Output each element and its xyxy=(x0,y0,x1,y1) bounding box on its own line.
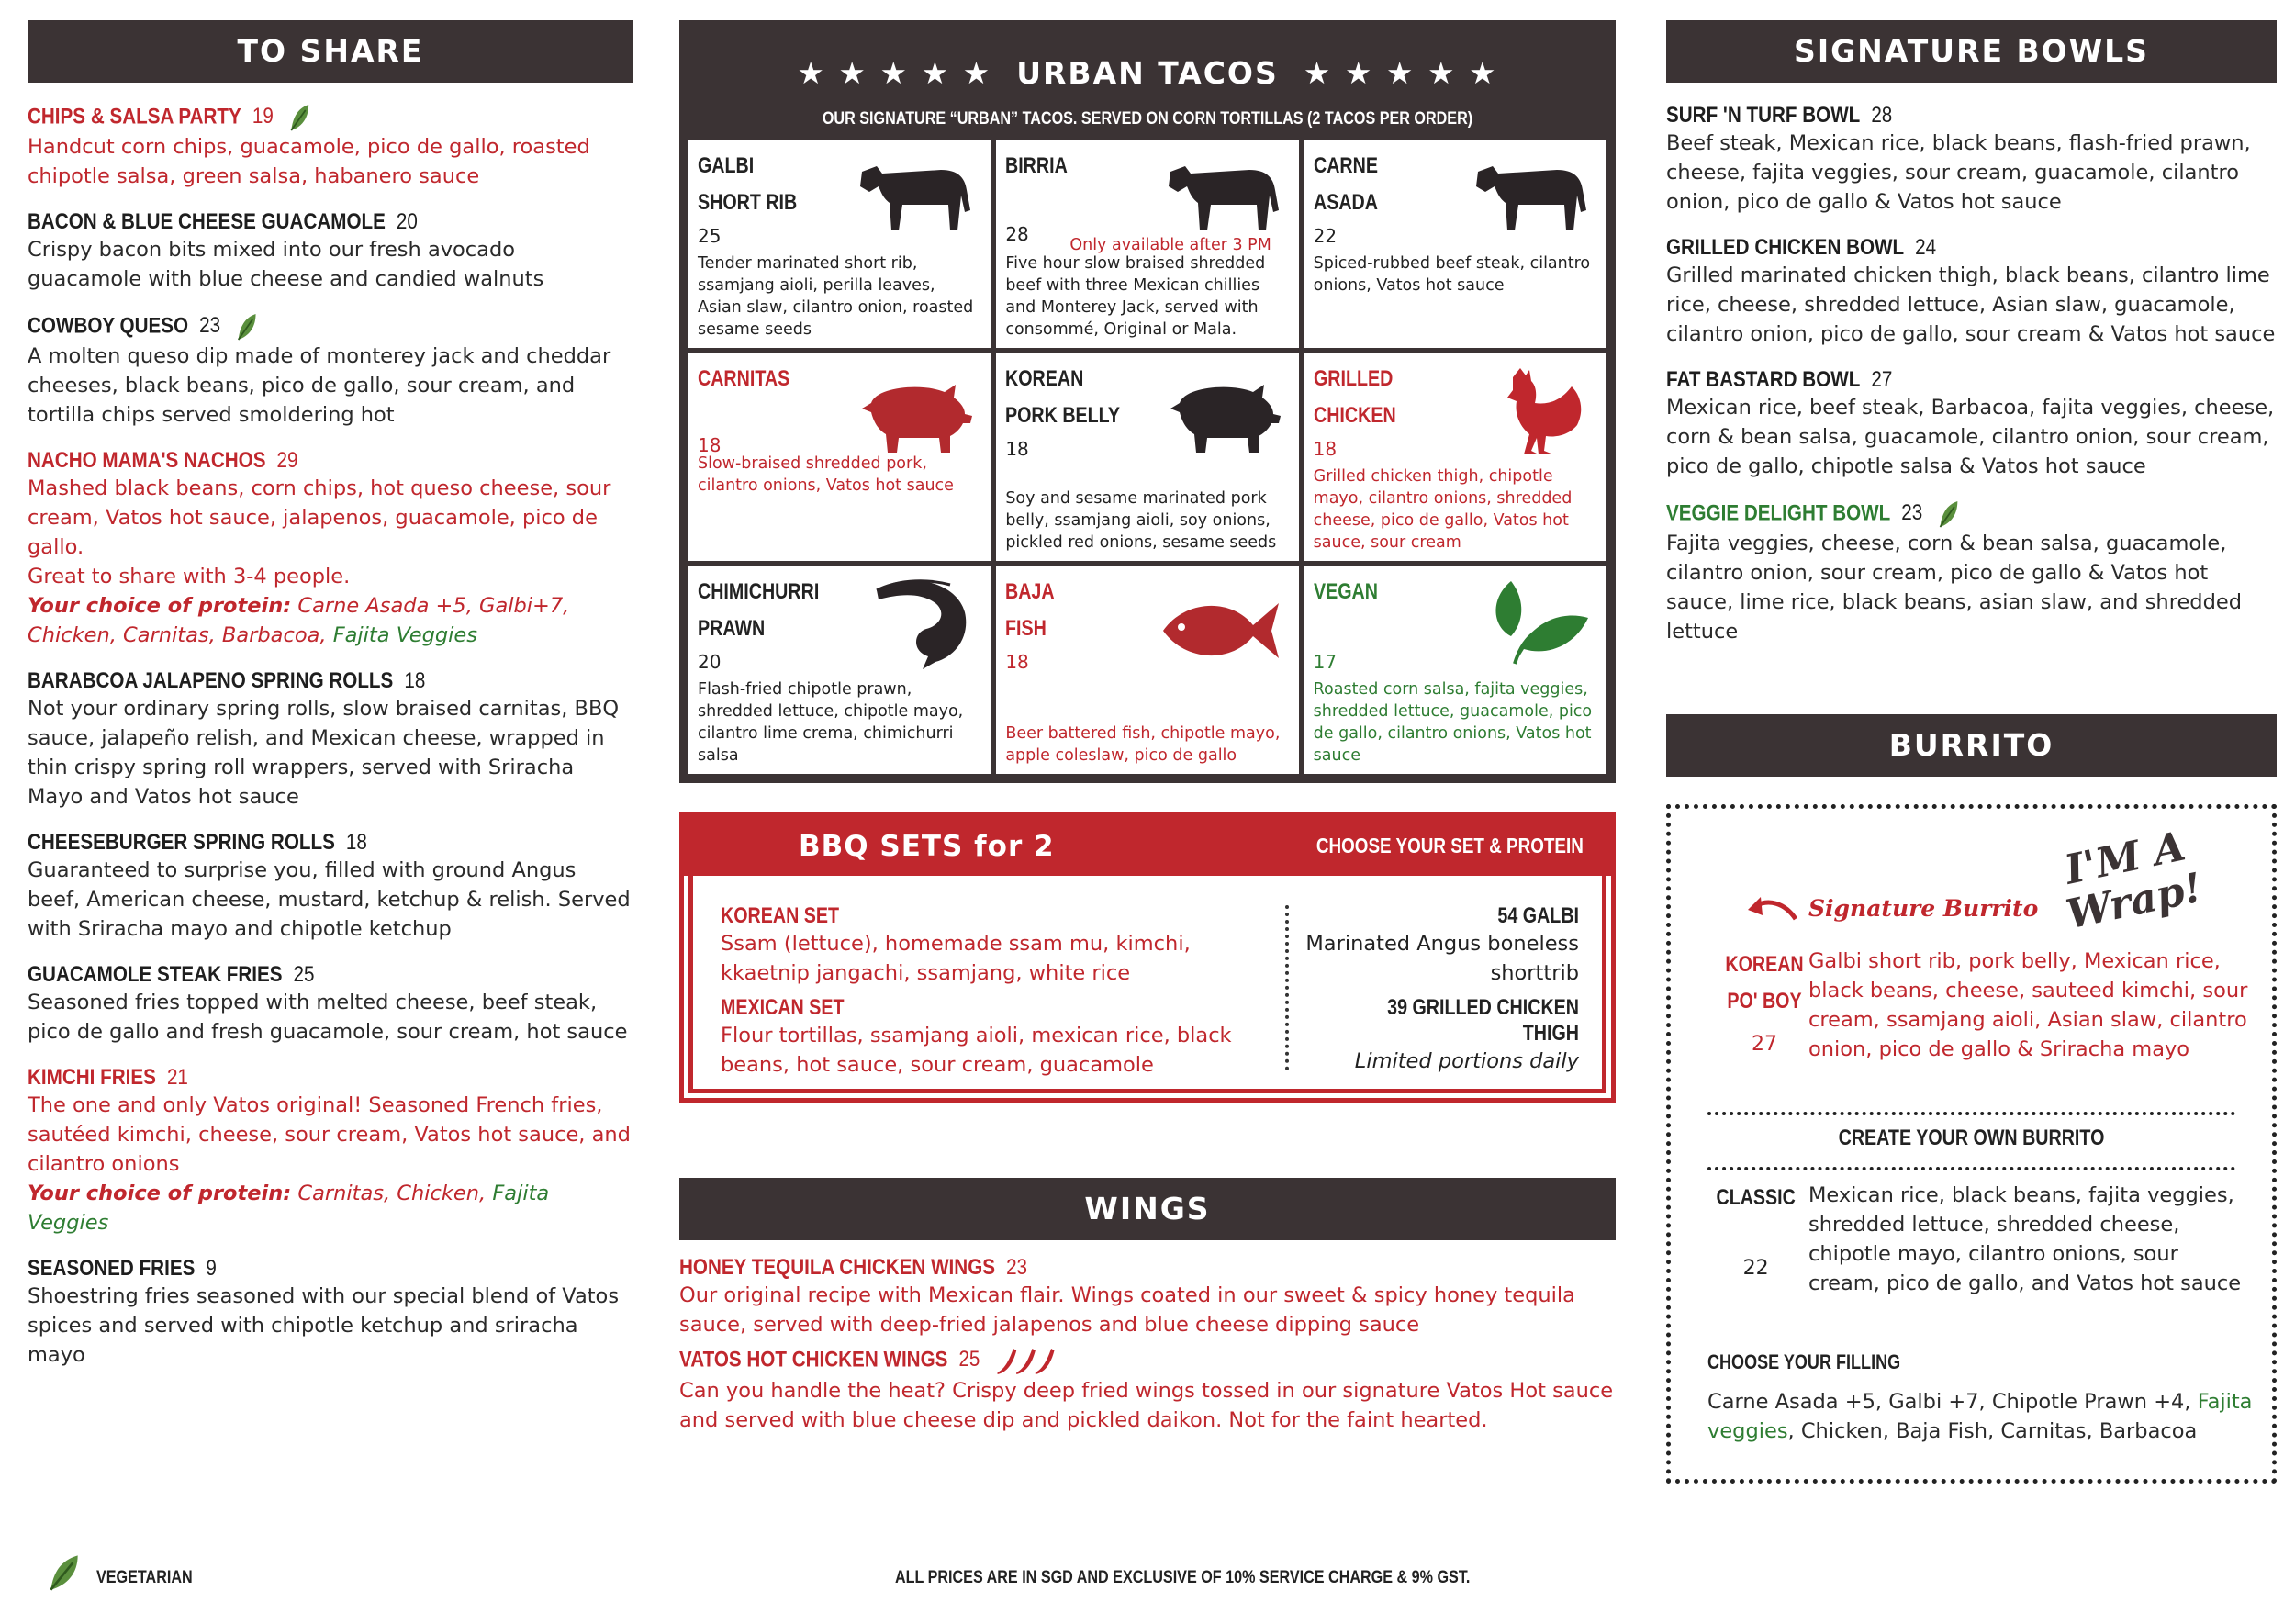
item-price: 18 xyxy=(404,668,426,693)
menu-item-chips-salsa xyxy=(28,103,633,191)
taco-desc: Soy and sesame marinated pork belly, ssamjang aioli, soy onions, pickled red onions, sesame seeds xyxy=(1005,489,1277,552)
arrow-icon xyxy=(1744,891,1799,928)
item-name: HONEY TEQUILA CHICKEN WINGS xyxy=(679,1255,996,1280)
bbq-title: BBQ SETS for 2 xyxy=(799,830,1055,863)
taco-desc: Five hour slow braised shredded beef with three Mexican chillies and Monterey Jack, served with consommé, Original or Mala. xyxy=(1005,254,1266,339)
vegetarian-leaf-icon xyxy=(1937,499,1961,529)
item-desc: Shoestring fries seasoned with our special blend of Vatos spices and served with chipotle ketchup and sriracha mayo xyxy=(28,1284,620,1367)
menu-item-kimchi-fries xyxy=(28,1065,633,1238)
item-price: 25 xyxy=(293,962,315,987)
menu-item-nachos xyxy=(28,448,633,650)
item-desc: Crispy bacon bits mixed into our fresh avocado guacamole with blue cheese and candied walnuts xyxy=(28,238,544,291)
signature-burrito-label: Signature Burrito xyxy=(1808,895,2039,922)
taco-price: 20 xyxy=(698,651,722,673)
item-desc: Not your ordinary spring rolls, slow braised carnitas, BBQ sauce, jalapeño relish, and Mexican cheese, wrapped in thin crispy spring roll wrappers, served with Sriracha Mayo and Vatos hot sauce xyxy=(28,697,620,809)
taco-price: 28 xyxy=(1005,223,1029,245)
protein-choice: Your choice of protein: Carne Asada +5, Galbi+7, Chicken, Carnitas, Barbacoa, Fajita Veggies xyxy=(28,594,570,647)
menu-item-honey-tequila-wings xyxy=(679,1255,1616,1339)
item-price: 27 xyxy=(1871,367,1893,392)
signature-bowls-header: SIGNATURE BOWLS xyxy=(1666,20,2277,83)
im-a-wrap-logo: I'M A Wrap! xyxy=(2060,823,2207,939)
item-extra: Great to share with 3-4 people. xyxy=(28,565,351,588)
item-price: 29 xyxy=(276,448,298,473)
burrito-box xyxy=(1666,804,2277,1484)
item-name: BARABCOA JALAPENO SPRING ROLLS xyxy=(28,668,394,693)
menu-item-barbacoa-spring-rolls xyxy=(28,668,633,812)
item-desc: Our original recipe with Mexican flair. Wings coated in our sweet & spicy honey tequila sauce, served with deep-fried jalapenos and blue cheese dipping sauce xyxy=(679,1283,1575,1337)
item-price: 22 xyxy=(1742,1257,1769,1280)
item-name: KIMCHI FRIES xyxy=(28,1065,156,1090)
taco-baja-fish: BAJA FISH 18 Beer battered fish, chipotle mayo, apple coleslaw, pico de gallo xyxy=(996,566,1298,774)
item-desc: Beef steak, Mexican rice, black beans, flash-fried prawn, cheese, fajita veggies, sour cream, guacamole, cilantro onion, pico de gallo & Vatos hot sauce xyxy=(1666,131,2251,214)
middle-section xyxy=(679,20,1616,1435)
taco-galbi-short-rib: GALBI SHORT RIB 25 Tender marinated short rib, ssamjang aioli, perilla leaves, Asian slaw, cilantro onion, roasted sesame seeds xyxy=(688,140,991,348)
item-desc: Fajita veggies, cheese, corn & bean salsa, guacamole, cilantro onion, sour cream, pico de gallo & Vatos hot sauce, lime rice, black beans, asian slaw, and shredded lettuce xyxy=(1666,532,2242,644)
chicken-icon xyxy=(1493,359,1594,460)
taco-desc: Roasted corn salsa, fajita veggies, shredded lettuce, guacamole, pico de gallo, cilantro onions, Vatos hot sauce xyxy=(1313,680,1593,765)
item-price: 18 xyxy=(345,830,367,855)
menu-item-veggie-delight-bowl xyxy=(1666,499,2277,646)
menu-item-fat-bastard-bowl xyxy=(1666,367,2277,481)
vegetarian-legend: VEGETARIAN xyxy=(96,1568,193,1587)
menu-item-cowboy-queso xyxy=(28,312,633,430)
availability-note: Only available after 3 PM xyxy=(1069,236,1271,254)
taco-price: 17 xyxy=(1313,651,1338,673)
taco-desc: Slow-braised shredded pork, cilantro onions, Vatos hot sauce xyxy=(698,454,954,495)
item-price: 21 xyxy=(166,1065,188,1090)
taco-price: 25 xyxy=(698,225,722,247)
item-name: NACHO MAMA'S NACHOS xyxy=(28,448,266,473)
taco-price: 18 xyxy=(1313,438,1338,460)
divider xyxy=(1707,1112,2235,1115)
urban-tacos-section xyxy=(679,20,1616,783)
taco-desc: Spiced-rubbed beef steak, cilantro onions, Vatos hot sauce xyxy=(1313,254,1591,295)
pig-icon xyxy=(1158,366,1286,458)
protein-choice: Your choice of protein: Carnitas, Chicken, Fajita Veggies xyxy=(28,1182,550,1235)
item-price: 20 xyxy=(396,209,418,234)
item-name: SURF 'N TURF BOWL xyxy=(1666,103,1861,128)
mexican-set: MEXICAN SET Flour tortillas, ssamjang aioli, mexican rice, black beans, hot sauce, sour cream, guacamole xyxy=(721,995,1232,1077)
to-share-section xyxy=(28,20,633,1370)
vegetarian-leaf-icon xyxy=(235,312,259,342)
item-name: FAT BASTARD BOWL xyxy=(1666,367,1861,392)
item-name: COWBOY QUESO xyxy=(28,313,189,339)
choose-filling-title: CHOOSE YOUR FILLING xyxy=(1707,1350,1901,1373)
item-name: VEGGIE DELIGHT BOWL xyxy=(1666,500,1891,526)
item-price: 19 xyxy=(252,104,274,129)
menu-item-guacamole-steak-fries xyxy=(28,962,633,1047)
item-name: GUACAMOLE STEAK FRIES xyxy=(28,962,283,987)
taco-price: 18 xyxy=(1005,438,1029,460)
taco-price: 22 xyxy=(1313,225,1338,247)
bbq-subtitle: CHOOSE YOUR SET & PROTEIN xyxy=(1316,834,1584,857)
price-note: ALL PRICES ARE IN SGD AND EXCLUSIVE OF 10% SERVICE CHARGE & 9% GST. xyxy=(895,1568,1471,1587)
item-desc: The one and only Vatos original! Seasoned French fries, sautéed kimchi, cheese, sour cream, Vatos hot sauce, and cilantro onions xyxy=(28,1093,631,1176)
tacos-grid xyxy=(688,140,1606,774)
korean-po-boy: KOREAN PO' BOY 27 xyxy=(1717,946,1812,1056)
bbq-sets-section xyxy=(679,812,1616,1103)
menu-item-vatos-hot-wings xyxy=(679,1345,1616,1435)
wings-header: WINGS xyxy=(679,1178,1616,1240)
item-price: 27 xyxy=(1752,1033,1777,1056)
menu-item-cheeseburger-spring-rolls xyxy=(28,830,633,944)
menu-item-grilled-chicken-bowl xyxy=(1666,235,2277,349)
divider xyxy=(1285,905,1289,1070)
item-desc: Grilled marinated chicken thigh, black beans, cilantro lime rice, cheese, shredded lettuce, Asian slaw, guacamole, cilantro onion, pico de gallo, sour cream & Vatos hot sauce xyxy=(1666,263,2276,346)
item-price: 23 xyxy=(1901,500,1923,526)
menu-item-bacon-guacamole xyxy=(28,209,633,294)
item-desc: Seasoned fries topped with melted cheese, beef steak, pico de gallo and fresh guacamole, sour cream, hot sauce xyxy=(28,991,628,1044)
taco-carnitas: CARNITAS 18 Slow-braised shredded pork, cilantro onions, Vatos hot sauce xyxy=(688,353,991,561)
item-name: BACON & BLUE CHEESE GUACAMOLE xyxy=(28,209,386,234)
taco-desc: Grilled chicken thigh, chipotle mayo, cilantro onions, shredded cheese, pico de gallo, Vatos hot sauce, sour cream xyxy=(1313,467,1573,552)
classic-burrito-desc: Mexican rice, black beans, fajita veggies, shredded lettuce, shredded cheese, chipotle mayo, cilantro onions, sour cream, pico de gallo, and Vatos hot sauce xyxy=(1808,1183,2242,1295)
item-name: CHEESEBURGER SPRING ROLLS xyxy=(28,830,335,855)
taco-korean-pork-belly: KOREAN PORK BELLY 18 Soy and sesame marinated pork belly, ssamjang aioli, soy onions, pickled red onions, sesame seeds xyxy=(996,353,1298,561)
filling-options: Carne Asada +5, Galbi +7, Chipotle Prawn +4, Fajita veggies, Chicken, Baja Fish, Carnitas, Barbacoa xyxy=(1707,1390,2253,1443)
classic-burrito: CLASSIC 22 xyxy=(1707,1185,1804,1280)
item-name: VATOS HOT CHICKEN WINGS xyxy=(679,1347,948,1372)
taco-chimichurri-prawn: CHIMICHURRI PRAWN 20 Flash-fried chipotle prawn, shredded lettuce, chipotle mayo, cilantro lime crema, chimichurri salsa xyxy=(688,566,991,774)
right-section xyxy=(1666,20,2277,1484)
item-desc: Guaranteed to surprise you, filled with ground Angus beef, American cheese, mustard, ketchup & relish. Served with Sriracha mayo and chipotle ketchup xyxy=(28,858,631,941)
burrito-header: BURRITO xyxy=(1666,714,2277,777)
korean-set: KOREAN SET Ssam (lettuce), homemade ssam mu, kimchi, kkaetnip jangachi, ssamjang, white rice xyxy=(721,903,1191,985)
item-name: CHIPS & SALSA PARTY xyxy=(28,104,241,129)
korean-po-boy-desc: Galbi short rib, pork belly, Mexican rice, black beans, cheese, sauteed kimchi, sour cream, ssamjang aioli, Asian slaw, cilantro onion, pico de gallo & Sriracha mayo xyxy=(1808,949,2248,1061)
tacos-subtitle: OUR SIGNATURE “URBAN” TACOS. SERVED ON CORN TORTILLAS (2 TACOS PER ORDER) xyxy=(822,109,1473,129)
taco-price: 18 xyxy=(698,434,722,456)
item-desc: Mexican rice, beef steak, Barbacoa, fajita veggies, cheese, corn & bean salsa, guacamole, cilantro onion, sour cream, pico de gallo, chipotle salsa & Vatos hot sauce xyxy=(1666,396,2275,478)
cow-icon xyxy=(1158,146,1286,238)
leaf-icon xyxy=(1483,572,1594,673)
vegetarian-leaf-icon xyxy=(288,103,312,132)
cow-icon xyxy=(849,146,978,238)
taco-grilled-chicken: GRILLED CHICKEN 18 Grilled chicken thigh, chipotle mayo, cilantro onions, shredded cheese, pico de gallo, Vatos hot sauce, sour cream xyxy=(1304,353,1606,561)
taco-desc: Flash-fried chipotle prawn, shredded lettuce, chipotle mayo, cilantro lime crema, chimichurri salsa xyxy=(698,680,964,765)
chili-peppers-icon xyxy=(994,1345,1058,1376)
create-your-own-title: CREATE YOUR OWN BURRITO xyxy=(1838,1126,2105,1150)
item-desc: Can you handle the heat? Crispy deep fried wings tossed in our signature Vatos Hot sauce and served with blue cheese dip and pickled daikon. Not for the faint hearted. xyxy=(679,1379,1614,1432)
protein-option-chicken: 39 GRILLED CHICKEN THIGH Limited portions daily xyxy=(1354,995,1579,1073)
item-desc: A molten queso dip made of monterey jack and cheddar cheeses, black beans, pico de gallo, sour cream, and tortilla chips served smoldering hot xyxy=(28,344,611,427)
stars-right: ★ ★ ★ ★ ★ xyxy=(1303,55,1498,91)
cow-icon xyxy=(1465,146,1594,238)
to-share-header: TO SHARE xyxy=(28,20,633,83)
fish-icon xyxy=(1158,594,1286,667)
item-price: 25 xyxy=(958,1347,980,1372)
taco-carne-asada: CARNE ASADA 22 Spiced-rubbed beef steak, cilantro onions, Vatos hot sauce xyxy=(1304,140,1606,348)
taco-desc: Beer battered fish, chipotle mayo, apple coleslaw, pico de gallo xyxy=(1005,724,1281,765)
item-price: 23 xyxy=(199,313,221,339)
tacos-title: ★ ★ ★ ★ ★ URBAN TACOS ★ ★ ★ ★ ★ xyxy=(797,55,1498,91)
vegetarian-leaf-icon xyxy=(46,1551,83,1594)
item-desc: Handcut corn chips, guacamole, pico de gallo, roasted chipotle salsa, green salsa, habanero sauce xyxy=(28,135,590,188)
taco-vegan: VEGAN 17 Roasted corn salsa, fajita veggies, shredded lettuce, guacamole, pico de gallo, cilantro onions, Vatos hot sauce xyxy=(1304,566,1606,774)
item-price: 9 xyxy=(206,1256,217,1281)
pig-icon xyxy=(849,366,978,458)
divider xyxy=(1707,1167,2235,1170)
menu-item-seasoned-fries xyxy=(28,1256,633,1370)
item-price: 28 xyxy=(1871,103,1893,128)
item-price: 24 xyxy=(1915,235,1937,260)
stars-left: ★ ★ ★ ★ ★ xyxy=(797,55,992,91)
prawn-icon xyxy=(868,572,978,673)
protein-option-galbi: 54 GALBI Marinated Angus boneless shorttrib xyxy=(1305,903,1579,985)
taco-price: 18 xyxy=(1005,651,1029,673)
item-name: GRILLED CHICKEN BOWL xyxy=(1666,235,1905,260)
item-name: SEASONED FRIES xyxy=(28,1256,196,1281)
item-desc: Mashed black beans, corn chips, hot queso cheese, sour cream, Vatos hot sauce, jalapenos, guacamole, pico de gallo. xyxy=(28,476,611,559)
taco-desc: Tender marinated short rib, ssamjang aioli, perilla leaves, Asian slaw, cilantro onion, roasted sesame seeds xyxy=(698,254,974,339)
item-price: 23 xyxy=(1006,1255,1028,1280)
taco-birria: BIRRIA 28 Only available after 3 PM Five hour slow braised shredded beef with three Mexican chillies and Monterey Jack, served with consommé, Original or Mala. xyxy=(996,140,1298,348)
menu-item-surf-turf-bowl xyxy=(1666,103,2277,217)
